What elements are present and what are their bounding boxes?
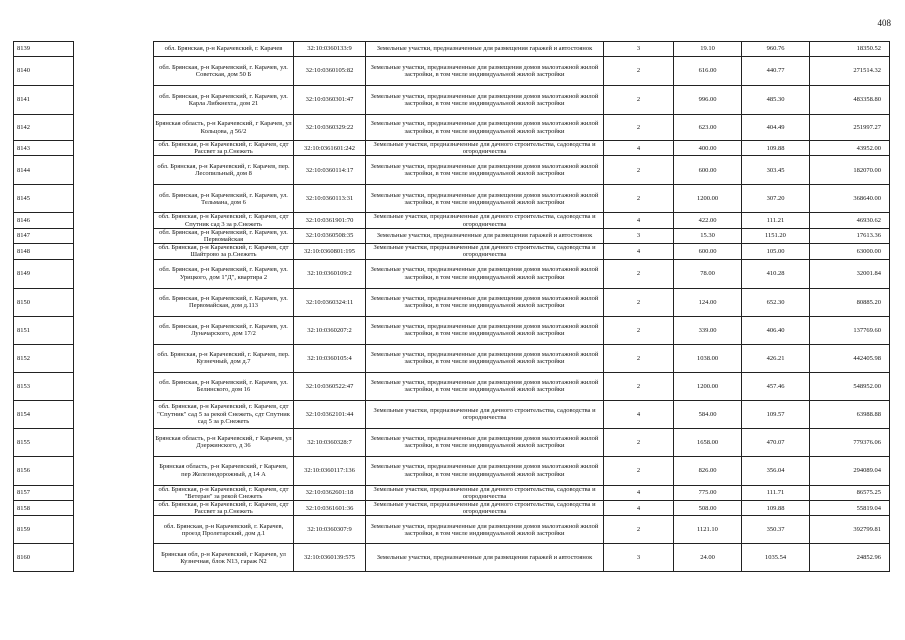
land-use-cell: Земельные участки, предназначенные для дачного строительства, садоводства и огородничества bbox=[366, 400, 604, 428]
cadastral-value-cell: 779376.06 bbox=[810, 428, 890, 456]
address-cell: обл. Брянская, р-н Карачевский, г. Карачев, сдт Рассвет за р.Снежеть bbox=[154, 501, 294, 516]
land-use-cell: Земельные участки, предназначенные для размещения домов малоэтажной жилой застройки, в том числе индивидуальной жилой застройки bbox=[366, 185, 604, 213]
cadastral-value-cell: 271514.32 bbox=[810, 57, 890, 86]
row-number: 8148 bbox=[14, 244, 74, 259]
rate-cell: 111.71 bbox=[742, 485, 810, 500]
rate-cell: 960.76 bbox=[742, 42, 810, 57]
spacer-cell bbox=[74, 316, 154, 344]
rate-cell: 303.45 bbox=[742, 156, 810, 185]
address-cell: обл. Брянская, р-н Карачевский, г. Карачев bbox=[154, 42, 294, 57]
table-row bbox=[14, 156, 890, 185]
address-cell: обл. Брянская, р-н Карачевский, г. Карачев, сдт Спутник сад 3 за р.Снежеть bbox=[154, 213, 294, 228]
row-number: 8152 bbox=[14, 344, 74, 372]
cadastral-number-cell: 32:10:0361601:242 bbox=[294, 141, 366, 156]
cadastral-value-cell: 17613.36 bbox=[810, 228, 890, 243]
row-number: 8151 bbox=[14, 316, 74, 344]
table-row bbox=[14, 288, 890, 316]
land-use-cell: Земельные участки, предназначенные для размещения гаражей и автостоянок bbox=[366, 544, 604, 572]
group-cell: 4 bbox=[604, 244, 674, 259]
address-cell: обл. Брянская, р-н Карачевский, г. Карачев, сдт Шайтрово за р.Снежеть bbox=[154, 244, 294, 259]
cadastral-value-cell: 63988.88 bbox=[810, 400, 890, 428]
table-row bbox=[14, 544, 890, 572]
land-use-cell: Земельные участки, предназначенные для размещения домов малоэтажной жилой застройки, в том числе индивидуальной жилой застройки bbox=[366, 115, 604, 141]
row-number: 8144 bbox=[14, 156, 74, 185]
rate-cell: 404.49 bbox=[742, 115, 810, 141]
rate-cell: 652.30 bbox=[742, 288, 810, 316]
spacer-cell bbox=[74, 259, 154, 288]
area-cell: 826.00 bbox=[674, 456, 742, 485]
row-number: 8140 bbox=[14, 57, 74, 86]
area-cell: 1121.10 bbox=[674, 516, 742, 544]
table-row bbox=[14, 213, 890, 228]
cadastral-number-cell: 32:10:0361601:36 bbox=[294, 501, 366, 516]
area-cell: 15.30 bbox=[674, 228, 742, 243]
table-row bbox=[14, 141, 890, 156]
row-number: 8157 bbox=[14, 485, 74, 500]
spacer-cell bbox=[74, 400, 154, 428]
table-row bbox=[14, 372, 890, 400]
area-cell: 19.10 bbox=[674, 42, 742, 57]
area-cell: 584.00 bbox=[674, 400, 742, 428]
spacer-cell bbox=[74, 115, 154, 141]
address-cell: обл. Брянская, р-н Карачевский, г. Карачев, пер. Кузнечный, дом д.7 bbox=[154, 344, 294, 372]
table-row bbox=[14, 516, 890, 544]
cadastral-value-cell: 294089.04 bbox=[810, 456, 890, 485]
cadastral-number-cell: 32:10:0362101:44 bbox=[294, 400, 366, 428]
page-number: 408 bbox=[877, 18, 891, 28]
cadastral-number-cell: 32:10:0360301:47 bbox=[294, 86, 366, 115]
group-cell: 2 bbox=[604, 259, 674, 288]
cadastral-value-cell: 86575.25 bbox=[810, 485, 890, 500]
cadastral-value-cell: 483358.80 bbox=[810, 86, 890, 115]
row-number: 8159 bbox=[14, 516, 74, 544]
area-cell: 24.00 bbox=[674, 544, 742, 572]
address-cell: обл. Брянская, р-н Карачевский, г. Карачев, ул. Советская, дом 50 Б bbox=[154, 57, 294, 86]
group-cell: 2 bbox=[604, 316, 674, 344]
table-row bbox=[14, 344, 890, 372]
table-row bbox=[14, 456, 890, 485]
group-cell: 4 bbox=[604, 501, 674, 516]
cadastral-number-cell: 32:10:0362601:18 bbox=[294, 485, 366, 500]
area-cell: 775.00 bbox=[674, 485, 742, 500]
table-row bbox=[14, 115, 890, 141]
cadastral-value-cell: 63000.00 bbox=[810, 244, 890, 259]
area-cell: 1658.00 bbox=[674, 428, 742, 456]
table-row bbox=[14, 316, 890, 344]
table-row bbox=[14, 400, 890, 428]
address-cell: Брянская область, р-н Карачевский, г Карачев, ул Кольцова, д 56/2 bbox=[154, 115, 294, 141]
group-cell: 2 bbox=[604, 115, 674, 141]
rate-cell: 109.88 bbox=[742, 501, 810, 516]
address-cell: обл. Брянская, р-н Карачевский, г. Карачев, ул. Первомайская, дом д.113 bbox=[154, 288, 294, 316]
cadastral-value-cell: 392799.81 bbox=[810, 516, 890, 544]
address-cell: Брянская область, р-н Карачевский, г Карачев, ул Дзержинского, д 36 bbox=[154, 428, 294, 456]
rate-cell: 356.04 bbox=[742, 456, 810, 485]
spacer-cell bbox=[74, 428, 154, 456]
spacer-cell bbox=[74, 228, 154, 243]
spacer-cell bbox=[74, 156, 154, 185]
group-cell: 4 bbox=[604, 141, 674, 156]
cadastral-number-cell: 32:10:0360324:11 bbox=[294, 288, 366, 316]
address-cell: обл. Брянская, р-н Карачевский, г. Карачев, ул. Тельмана, дом 6 bbox=[154, 185, 294, 213]
row-number: 8154 bbox=[14, 400, 74, 428]
group-cell: 4 bbox=[604, 400, 674, 428]
land-use-cell: Земельные участки, предназначенные для размещения гаражей и автостоянок bbox=[366, 42, 604, 57]
row-number: 8150 bbox=[14, 288, 74, 316]
table-row bbox=[14, 485, 890, 500]
rate-cell: 109.57 bbox=[742, 400, 810, 428]
row-number: 8149 bbox=[14, 259, 74, 288]
table-row bbox=[14, 86, 890, 115]
rate-cell: 1151.20 bbox=[742, 228, 810, 243]
land-use-cell: Земельные участки, предназначенные для дачного строительства, садоводства и огородничества bbox=[366, 141, 604, 156]
spacer-cell bbox=[74, 485, 154, 500]
spacer-cell bbox=[74, 516, 154, 544]
cadastral-number-cell: 32:10:0360307:9 bbox=[294, 516, 366, 544]
spacer-cell bbox=[74, 86, 154, 115]
table-row bbox=[14, 185, 890, 213]
group-cell: 2 bbox=[604, 344, 674, 372]
cadastral-number-cell: 32:10:0360109:2 bbox=[294, 259, 366, 288]
land-use-cell: Земельные участки, предназначенные для размещения домов малоэтажной жилой застройки, в том числе индивидуальной жилой застройки bbox=[366, 456, 604, 485]
spacer-cell bbox=[74, 244, 154, 259]
spacer-cell bbox=[74, 501, 154, 516]
row-number: 8139 bbox=[14, 42, 74, 57]
address-cell: Брянская обл, р-н Карачевский, г Карачев, ул Кузнечная, блок N13, гараж N2 bbox=[154, 544, 294, 572]
rate-cell: 457.46 bbox=[742, 372, 810, 400]
land-use-cell: Земельные участки, предназначенные для размещения гаражей и автостоянок bbox=[366, 228, 604, 243]
cadastral-value-cell: 368640.00 bbox=[810, 185, 890, 213]
land-use-cell: Земельные участки, предназначенные для размещения домов малоэтажной жилой застройки, в том числе индивидуальной жилой застройки bbox=[366, 259, 604, 288]
area-cell: 422.00 bbox=[674, 213, 742, 228]
land-use-cell: Земельные участки, предназначенные для дачного строительства, садоводства и огородничества bbox=[366, 485, 604, 500]
address-cell: обл. Брянская, р-н Карачевский, г. Карачев, ул. Первомайская bbox=[154, 228, 294, 243]
land-use-cell: Земельные участки, предназначенные для размещения домов малоэтажной жилой застройки, в том числе индивидуальной жилой застройки bbox=[366, 86, 604, 115]
group-cell: 4 bbox=[604, 213, 674, 228]
group-cell: 2 bbox=[604, 428, 674, 456]
group-cell: 4 bbox=[604, 485, 674, 500]
group-cell: 3 bbox=[604, 544, 674, 572]
area-cell: 600.00 bbox=[674, 156, 742, 185]
rate-cell: 440.77 bbox=[742, 57, 810, 86]
cadastral-value-cell: 251997.27 bbox=[810, 115, 890, 141]
area-cell: 996.00 bbox=[674, 86, 742, 115]
rate-cell: 109.88 bbox=[742, 141, 810, 156]
cadastral-number-cell: 32:10:0360117:136 bbox=[294, 456, 366, 485]
land-use-cell: Земельные участки, предназначенные для размещения домов малоэтажной жилой застройки, в том числе индивидуальной жилой застройки bbox=[366, 316, 604, 344]
spacer-cell bbox=[74, 344, 154, 372]
cadastral-number-cell: 32:10:0360105:4 bbox=[294, 344, 366, 372]
cadastral-value-cell: 43952.00 bbox=[810, 141, 890, 156]
spacer-cell bbox=[74, 456, 154, 485]
group-cell: 3 bbox=[604, 42, 674, 57]
area-cell: 1038.00 bbox=[674, 344, 742, 372]
address-cell: обл. Брянская, р-н Карачевский, г. Карачев, сдт "Ветеран" за рекой Снежеть bbox=[154, 485, 294, 500]
rate-cell: 111.21 bbox=[742, 213, 810, 228]
address-cell: Брянская область, р-н Карачевский, г Карачев, пер Железнодорожный, д 14 А bbox=[154, 456, 294, 485]
address-cell: обл. Брянская, р-н Карачевский, г. Карачев, пер. Лесопильный, дом 8 bbox=[154, 156, 294, 185]
cadastral-number-cell: 32:10:0360139:575 bbox=[294, 544, 366, 572]
land-use-cell: Земельные участки, предназначенные для размещения домов малоэтажной жилой застройки, в том числе индивидуальной жилой застройки bbox=[366, 344, 604, 372]
cadastral-number-cell: 32:10:0360329:22 bbox=[294, 115, 366, 141]
cadastral-value-cell: 80885.20 bbox=[810, 288, 890, 316]
rate-cell: 406.40 bbox=[742, 316, 810, 344]
group-cell: 2 bbox=[604, 456, 674, 485]
group-cell: 2 bbox=[604, 372, 674, 400]
cadastral-number-cell: 32:10:0360508:35 bbox=[294, 228, 366, 243]
area-cell: 339.00 bbox=[674, 316, 742, 344]
cadastral-value-cell: 182070.00 bbox=[810, 156, 890, 185]
cadastral-number-cell: 32:10:0360113:31 bbox=[294, 185, 366, 213]
spacer-cell bbox=[74, 544, 154, 572]
group-cell: 3 bbox=[604, 228, 674, 243]
row-number: 8141 bbox=[14, 86, 74, 115]
row-number: 8142 bbox=[14, 115, 74, 141]
rate-cell: 426.21 bbox=[742, 344, 810, 372]
group-cell: 2 bbox=[604, 185, 674, 213]
address-cell: обл. Брянская, р-н Карачевский, г. Карачев, проезд Пролетарский, дом д.1 bbox=[154, 516, 294, 544]
cadastral-value-cell: 24852.96 bbox=[810, 544, 890, 572]
land-use-cell: Земельные участки, предназначенные для дачного строительства, садоводства и огородничества bbox=[366, 501, 604, 516]
rate-cell: 485.30 bbox=[742, 86, 810, 115]
row-number: 8145 bbox=[14, 185, 74, 213]
table-row bbox=[14, 259, 890, 288]
table-row bbox=[14, 42, 890, 57]
row-number: 8153 bbox=[14, 372, 74, 400]
rate-cell: 307.20 bbox=[742, 185, 810, 213]
group-cell: 2 bbox=[604, 156, 674, 185]
area-cell: 78.00 bbox=[674, 259, 742, 288]
area-cell: 600.00 bbox=[674, 244, 742, 259]
address-cell: обл. Брянская, р-н Карачевский, г. Карачев, сдт Рассвет за р.Снежеть bbox=[154, 141, 294, 156]
cadastral-value-cell: 18350.52 bbox=[810, 42, 890, 57]
spacer-cell bbox=[74, 372, 154, 400]
group-cell: 2 bbox=[604, 288, 674, 316]
cadastral-value-cell: 32001.84 bbox=[810, 259, 890, 288]
rate-cell: 350.37 bbox=[742, 516, 810, 544]
spacer-cell bbox=[74, 288, 154, 316]
address-cell: обл. Брянская, р-н Карачевский, г. Карачев, сдт "Спутник" сад 5 за рекой Снежеть, сдт Спутник сад 5 за р.Снежеть bbox=[154, 400, 294, 428]
row-number: 8158 bbox=[14, 501, 74, 516]
cadastral-number-cell: 32:10:0360133:9 bbox=[294, 42, 366, 57]
cadastral-value-cell: 442405.98 bbox=[810, 344, 890, 372]
land-use-cell: Земельные участки, предназначенные для размещения домов малоэтажной жилой застройки, в том числе индивидуальной жилой застройки bbox=[366, 516, 604, 544]
cadastral-value-cell: 55819.04 bbox=[810, 501, 890, 516]
rate-cell: 1035.54 bbox=[742, 544, 810, 572]
address-cell: обл. Брянская, р-н Карачевский, г. Карачев, ул. Урицкого, дом 1"Д", квартира 2 bbox=[154, 259, 294, 288]
land-register-table bbox=[13, 41, 890, 572]
table-row bbox=[14, 244, 890, 259]
spacer-cell bbox=[74, 141, 154, 156]
land-use-cell: Земельные участки, предназначенные для размещения домов малоэтажной жилой застройки, в том числе индивидуальной жилой застройки bbox=[366, 156, 604, 185]
cadastral-number-cell: 32:10:0360801:195 bbox=[294, 244, 366, 259]
land-use-cell: Земельные участки, предназначенные для размещения домов малоэтажной жилой застройки, в том числе индивидуальной жилой застройки bbox=[366, 372, 604, 400]
table-row bbox=[14, 228, 890, 243]
spacer-cell bbox=[74, 57, 154, 86]
row-number: 8155 bbox=[14, 428, 74, 456]
rate-cell: 470.07 bbox=[742, 428, 810, 456]
group-cell: 2 bbox=[604, 86, 674, 115]
table-row bbox=[14, 501, 890, 516]
area-cell: 508.00 bbox=[674, 501, 742, 516]
address-cell: обл. Брянская, р-н Карачевский, г. Карачев, ул. Карла Либкнехта, дом 21 bbox=[154, 86, 294, 115]
table-row bbox=[14, 57, 890, 86]
rate-cell: 410.28 bbox=[742, 259, 810, 288]
land-use-cell: Земельные участки, предназначенные для дачного строительства, садоводства и огородничества bbox=[366, 244, 604, 259]
cadastral-value-cell: 548952.00 bbox=[810, 372, 890, 400]
row-number: 8146 bbox=[14, 213, 74, 228]
land-use-cell: Земельные участки, предназначенные для размещения домов малоэтажной жилой застройки, в том числе индивидуальной жилой застройки bbox=[366, 428, 604, 456]
spacer-cell bbox=[74, 185, 154, 213]
spacer-cell bbox=[74, 42, 154, 57]
group-cell: 2 bbox=[604, 516, 674, 544]
spacer-cell bbox=[74, 213, 154, 228]
area-cell: 1200.00 bbox=[674, 372, 742, 400]
area-cell: 400.00 bbox=[674, 141, 742, 156]
address-cell: обл. Брянская, р-н Карачевский, г. Карачев, ул. Белинского, дом 16 bbox=[154, 372, 294, 400]
rate-cell: 105.00 bbox=[742, 244, 810, 259]
area-cell: 124.00 bbox=[674, 288, 742, 316]
row-number: 8160 bbox=[14, 544, 74, 572]
cadastral-number-cell: 32:10:0360114:17 bbox=[294, 156, 366, 185]
cadastral-number-cell: 32:10:0360328:7 bbox=[294, 428, 366, 456]
cadastral-number-cell: 32:10:0360105:82 bbox=[294, 57, 366, 86]
area-cell: 616.00 bbox=[674, 57, 742, 86]
land-use-cell: Земельные участки, предназначенные для размещения домов малоэтажной жилой застройки, в том числе индивидуальной жилой застройки bbox=[366, 288, 604, 316]
table-row bbox=[14, 428, 890, 456]
cadastral-value-cell: 137769.60 bbox=[810, 316, 890, 344]
cadastral-value-cell: 46930.62 bbox=[810, 213, 890, 228]
land-use-cell: Земельные участки, предназначенные для размещения домов малоэтажной жилой застройки, в том числе индивидуальной жилой застройки bbox=[366, 57, 604, 86]
land-use-cell: Земельные участки, предназначенные для дачного строительства, садоводства и огородничества bbox=[366, 213, 604, 228]
row-number: 8143 bbox=[14, 141, 74, 156]
address-cell: обл. Брянская, р-н Карачевский, г. Карачев, ул. Луначарского, дом 17/2 bbox=[154, 316, 294, 344]
cadastral-number-cell: 32:10:0360522:47 bbox=[294, 372, 366, 400]
row-number: 8156 bbox=[14, 456, 74, 485]
row-number: 8147 bbox=[14, 228, 74, 243]
cadastral-number-cell: 32:10:0360207:2 bbox=[294, 316, 366, 344]
area-cell: 1200.00 bbox=[674, 185, 742, 213]
group-cell: 2 bbox=[604, 57, 674, 86]
cadastral-number-cell: 32:10:0361901:70 bbox=[294, 213, 366, 228]
area-cell: 623.00 bbox=[674, 115, 742, 141]
